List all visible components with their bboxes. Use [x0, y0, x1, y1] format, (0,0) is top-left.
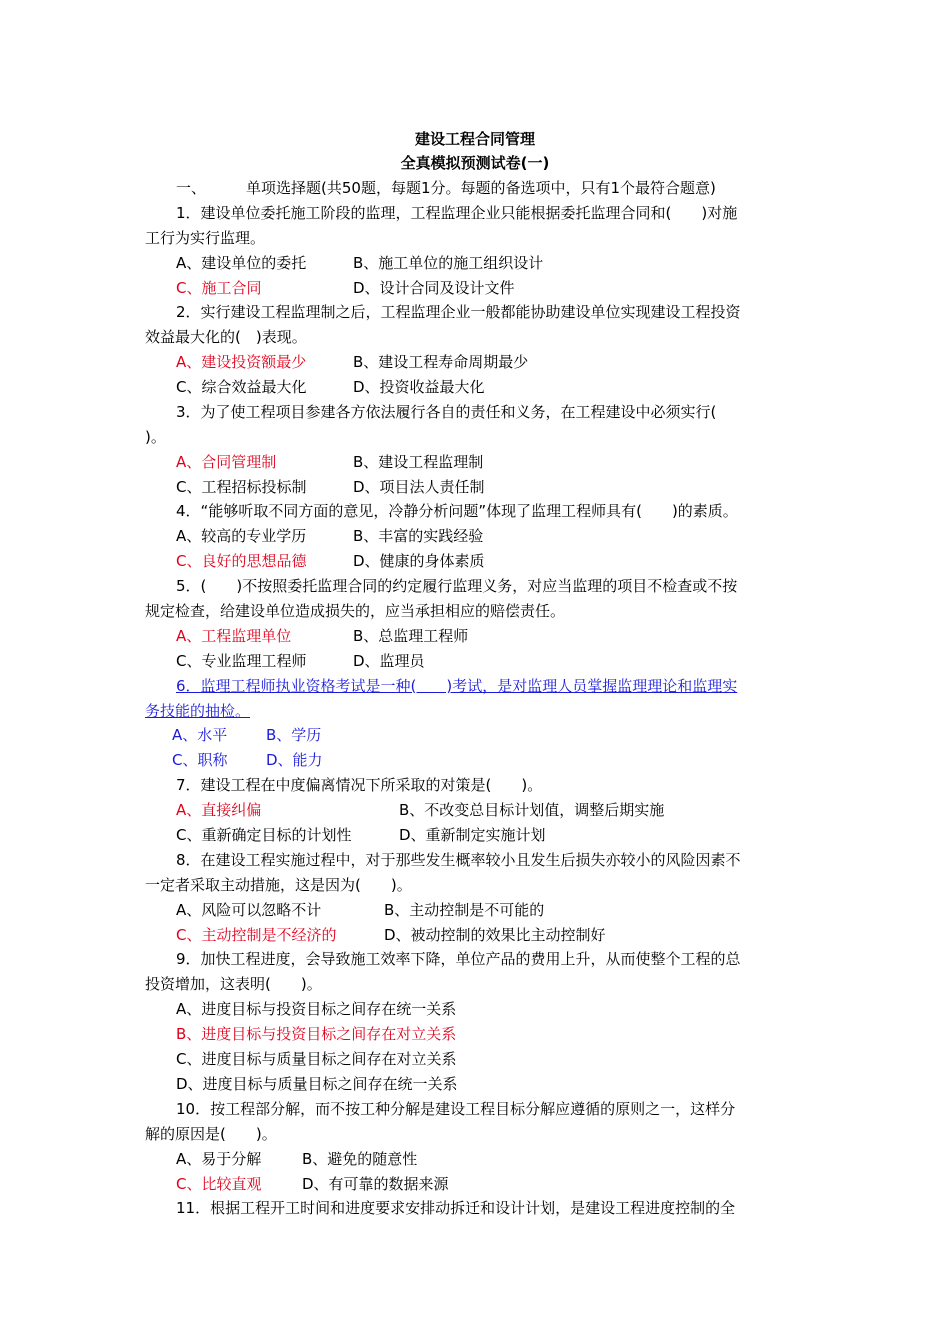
- q1-stem-line2: 工行为实行监理。: [145, 229, 266, 247]
- q2-stem-line1: 2．实行建设工程监理制之后，工程监理企业一般都能协助建设单位实现建设工程投资: [176, 303, 741, 321]
- q1-option-d: D、设计合同及设计文件: [353, 279, 515, 297]
- q9-option-d: D、进度目标与质量目标之间存在统一关系: [176, 1075, 458, 1093]
- q6-option-c: C、职称: [172, 751, 228, 769]
- q10-option-c-answer: C、比较直观: [176, 1175, 262, 1193]
- q5-option-b: B、总监理工程师: [353, 627, 469, 645]
- q6-stem-line1: 6．监理工程师执业资格考试是一种( )考试，是对监理人员掌握监理理论和监理实: [176, 677, 738, 695]
- q7-option-a-answer: A、直接纠偏: [176, 801, 262, 819]
- q10-stem-line2: 解的原因是( )。: [145, 1125, 277, 1143]
- q8-stem-line2: 一定者采取主动措施，这是因为( )。: [145, 876, 412, 894]
- q8-option-d: D、被动控制的效果比主动控制好: [384, 926, 606, 944]
- q7-option-d: D、重新制定实施计划: [399, 826, 546, 844]
- q3-stem-line1: 3．为了使工程项目参建各方依法履行各自的责任和义务，在工程建设中必须实行(: [176, 403, 717, 421]
- q5-option-a-answer: A、工程监理单位: [176, 627, 292, 645]
- q1-option-a: A、建设单位的委托: [176, 254, 307, 272]
- q5-stem-line2: 规定检查，给建设单位造成损失的，应当承担相应的赔偿责任。: [145, 602, 566, 620]
- doc-subtitle: 全真模拟预测试卷(一): [400, 154, 550, 172]
- q7-stem-line1: 7．建设工程在中度偏离情况下所采取的对策是( )。: [176, 776, 543, 794]
- q10-option-b: B、避免的随意性: [302, 1150, 418, 1168]
- q3-option-b: B、建设工程监理制: [353, 453, 484, 471]
- q7-option-b: B、不改变总目标计划值，调整后期实施: [399, 801, 665, 819]
- q5-option-d: D、监理员: [353, 652, 425, 670]
- section-number: 一、: [176, 179, 207, 197]
- q3-option-d: D、项目法人责任制: [353, 478, 485, 496]
- q1-stem-line1: 1．建设单位委托施工阶段的监理，工程监理企业只能根据委托监理合同和( )对施: [176, 204, 738, 222]
- q4-option-d: D、健康的身体素质: [353, 552, 485, 570]
- q3-stem-line2: )。: [145, 428, 166, 446]
- q5-option-c: C、专业监理工程师: [176, 652, 307, 670]
- q11-stem-line1: 11．根据工程开工时间和进度要求安排动拆迁和设计计划，是建设工程进度控制的全: [176, 1199, 736, 1217]
- q2-option-d: D、投资收益最大化: [353, 378, 485, 396]
- q4-option-c-answer: C、良好的思想品德: [176, 552, 307, 570]
- q8-stem-line1: 8．在建设工程实施过程中，对于那些发生概率较小且发生后损失亦较小的风险因素不: [176, 851, 741, 869]
- q8-option-c-answer: C、主动控制是不经济的: [176, 926, 337, 944]
- q3-option-a-answer: A、合同管理制: [176, 453, 277, 471]
- q4-option-b: B、丰富的实践经验: [353, 527, 484, 545]
- section-text: 单项选择题(共50题，每题1分。每题的备选项中，只有1个最符合题意): [246, 179, 716, 197]
- q9-option-a: A、进度目标与投资目标之间存在统一关系: [176, 1000, 457, 1018]
- q6-options-row1: [158, 724, 326, 746]
- q10-option-d: D、有可靠的数据来源: [302, 1175, 449, 1193]
- q2-option-b: B、建设工程寿命周期最少: [353, 353, 529, 371]
- q5-stem-line1: 5．( )不按照委托监理合同的约定履行监理义务，对应当监理的项目不检查或不按: [176, 577, 738, 595]
- q8-option-a: A、风险可以忽略不计: [176, 901, 322, 919]
- q2-option-a-answer: A、建设投资额最少: [176, 353, 307, 371]
- q6-stem-line2: 务技能的抽检。: [145, 702, 251, 720]
- q2-option-c: C、综合效益最大化: [176, 378, 307, 396]
- q4-option-a: A、较高的专业学历: [176, 527, 307, 545]
- q9-option-b-answer: B、进度目标与投资目标之间存在对立关系: [176, 1025, 457, 1043]
- q9-option-c: C、进度目标与质量目标之间存在对立关系: [176, 1050, 457, 1068]
- q6-option-a: A、水平: [172, 726, 228, 744]
- q1-option-c-answer: C、施工合同: [176, 279, 262, 297]
- q6-option-d: D、能力: [266, 751, 323, 769]
- doc-title: 建设工程合同管理: [414, 130, 535, 148]
- q6-option-b: B、学历: [266, 726, 322, 744]
- q9-stem-line1: 9．加快工程进度，会导致施工效率下降，单位产品的费用上升，从而使整个工程的总: [176, 950, 741, 968]
- q8-option-b: B、主动控制是不可能的: [384, 901, 545, 919]
- q3-option-c: C、工程招标投标制: [176, 478, 307, 496]
- q7-option-c: C、重新确定目标的计划性: [176, 826, 352, 844]
- q1-option-b: B、施工单位的施工组织设计: [353, 254, 544, 272]
- q6-options-row2: [158, 749, 326, 771]
- q9-stem-line2: 投资增加，这表明( )。: [145, 975, 322, 993]
- q2-stem-line2: 效益最大化的( )表现。: [145, 328, 307, 346]
- q10-option-a: A、易于分解: [176, 1150, 262, 1168]
- q4-stem-line1: 4．“能够听取不同方面的意见，冷静分析问题”体现了监理工程师具有( )的素质。: [176, 502, 738, 520]
- q10-stem-line1: 10．按工程部分解，而不按工种分解是建设工程目标分解应遵循的原则之一，这样分: [176, 1100, 736, 1118]
